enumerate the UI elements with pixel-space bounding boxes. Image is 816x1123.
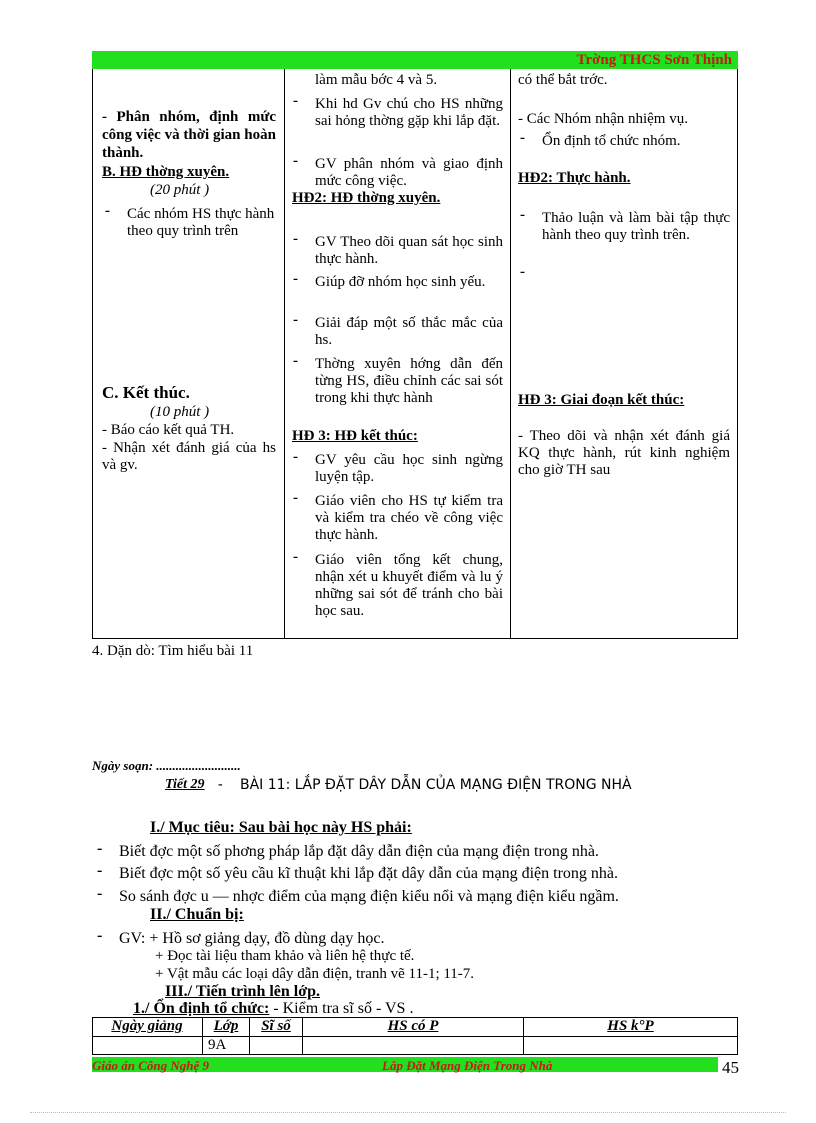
col2-bullet-2: - GV phân nhóm và giao định mức công việc. — [315, 156, 503, 190]
prep-heading: II./ Chuẩn bị: — [150, 906, 244, 923]
col3-bullet-2: - Thảo luận và làm bài tập thực hành theo quy trình trên. — [542, 210, 730, 244]
col1-heading: - Phân nhóm, định mức công việc và thời gian hoàn thành. — [102, 109, 276, 161]
att-header-date: Ngày giảng — [111, 1018, 183, 1034]
col1-section-c: C. Kết thúc. — [102, 383, 190, 402]
col3-hd2: HĐ2: Thực hành. — [518, 170, 631, 186]
objective-1: - Biết đợc một số phơng pháp lắp đặt dây dẫn điện của mạng điện trong nhà. — [119, 842, 599, 861]
col2-bullet-9: - Giáo viên tổng kết chung, nhận xét u khuyết điểm và lu ý những sai sót để tránh cho bài học sau. — [315, 552, 503, 620]
prep-2: + Đọc tài liệu tham khảo và liên hệ thực tế. — [155, 948, 415, 964]
table-border-left — [92, 69, 93, 638]
school-name: Trờng THCS Sơn Thịnh — [576, 52, 732, 68]
table-border-right — [737, 69, 738, 638]
tiet-label: Tiết 29 — [165, 777, 205, 792]
col3-bullet-1: - Ổn định tổ chức nhóm. — [542, 133, 732, 150]
table-border-bottom — [92, 638, 738, 639]
page-number: 45 — [722, 1058, 739, 1077]
col2-hd3: HĐ 3: HĐ kết thúc: — [292, 428, 418, 444]
prep-3: + Vật mẫu các loại dây dẫn điện, tranh vẽ 11-1; 11-7. — [155, 966, 475, 982]
col3-hd3: HĐ 3: Giai đoạn kết thúc: — [518, 392, 685, 408]
col2-bullet-8: - Giáo viên cho HS tự kiểm tra và kiểm tra chéo về công việc thực hành. — [315, 493, 503, 544]
tiet-dash: - — [218, 777, 223, 792]
att-header-excused: HS có P — [387, 1018, 439, 1034]
page-bottom-divider — [30, 1112, 786, 1113]
col2-hd2: HĐ2: HĐ thờng xuyên. — [292, 190, 441, 206]
objective-3: - So sánh đợc u — nhợc điểm của mạng điện kiểu nổi và mạng điện kiểu ngầm. — [119, 887, 619, 906]
col3-top: có thể bắt trớc. — [518, 72, 608, 88]
col3-line-2: - Theo dõi và nhận xét đánh giá KQ thực hành, rút kinh nghiệm cho giờ TH sau — [518, 428, 730, 478]
on-dinh-line — [133, 1000, 413, 1017]
homework: 4. Dặn dò: Tìm hiểu bài 11 — [92, 643, 254, 659]
footer-right: Lắp Đặt Mạng Điện Trong Nhà — [382, 1058, 553, 1073]
col3-line-1: - Các Nhóm nhận nhiệm vụ. — [518, 111, 688, 127]
objective-2: - Biết đợc một số yêu cầu kĩ thuật khi lắp đặt dây dẫn của mạng điện trong nhà. — [119, 864, 618, 883]
footer-left: Giáo án Công Nghệ 9 — [92, 1058, 210, 1073]
col2-bullet-6: - Thờng xuyên hớng dẫn đến từng HS, điều chỉnh các sai sót trong khi thực hành — [315, 356, 503, 407]
col2-bullet-1: - Khi hd Gv chú cho HS những sai hỏng thờng gặp khi lắp đặt. — [315, 96, 503, 130]
col2-bullet-5: - Giải đáp một số thắc mắc của hs. — [315, 315, 503, 349]
col2-bullet-7: - GV yêu cầu học sinh ngừng luyện tập. — [315, 452, 503, 486]
att-header-class: Lớp — [213, 1018, 239, 1034]
table-border-mid2 — [510, 69, 511, 638]
on-dinh-label: 1./ Ổn định tổ chức: — [133, 1000, 270, 1017]
col1-section-b: B. HĐ thờng xuyên. — [102, 164, 230, 180]
on-dinh-rest: - Kiểm tra sĩ số - VS . — [269, 1000, 414, 1017]
att-header-count: Sĩ số — [261, 1018, 291, 1034]
lesson-title: BÀI 11: LẮP ĐẶT DÂY DẪN CỦA MẠNG ĐIỆN TRONG NHÀ — [240, 777, 632, 793]
prep-1: - GV: + Hồ sơ giảng dạy, đồ dùng dạy học. — [119, 929, 384, 948]
att-header-unexcused: HS k°P — [607, 1018, 654, 1034]
table-border-mid1 — [284, 69, 285, 638]
ngay-soan: Ngày soạn: .......................... — [92, 758, 241, 773]
col2-bullet-3: - GV Theo dõi quan sát học sinh thực hành. — [315, 234, 503, 268]
col1-line-c2: - Nhận xét đánh giá của hs và gv. — [102, 440, 276, 473]
col3-bullet-3 — [542, 267, 552, 279]
col1-line-c1: - Báo cáo kết quả TH. — [102, 422, 235, 438]
col2-top: làm mẫu bớc 4 và 5. — [315, 72, 438, 88]
col1-time-c: (10 phút ) — [150, 404, 210, 420]
col1-time-b: (20 phút ) — [150, 182, 210, 198]
col2-bullet-4: - Giúp đỡ nhóm học sinh yếu. — [315, 274, 503, 291]
objectives-heading: I./ Mục tiêu: Sau bài học này HS phải: — [150, 819, 412, 836]
col1-bullet-b: - Các nhóm HS thực hành theo quy trình trên — [127, 206, 277, 240]
att-row-class: 9A — [208, 1037, 227, 1053]
attendance-table — [92, 1017, 738, 1055]
progress-heading: III./ Tiến trình lên lớp. — [165, 983, 320, 1000]
